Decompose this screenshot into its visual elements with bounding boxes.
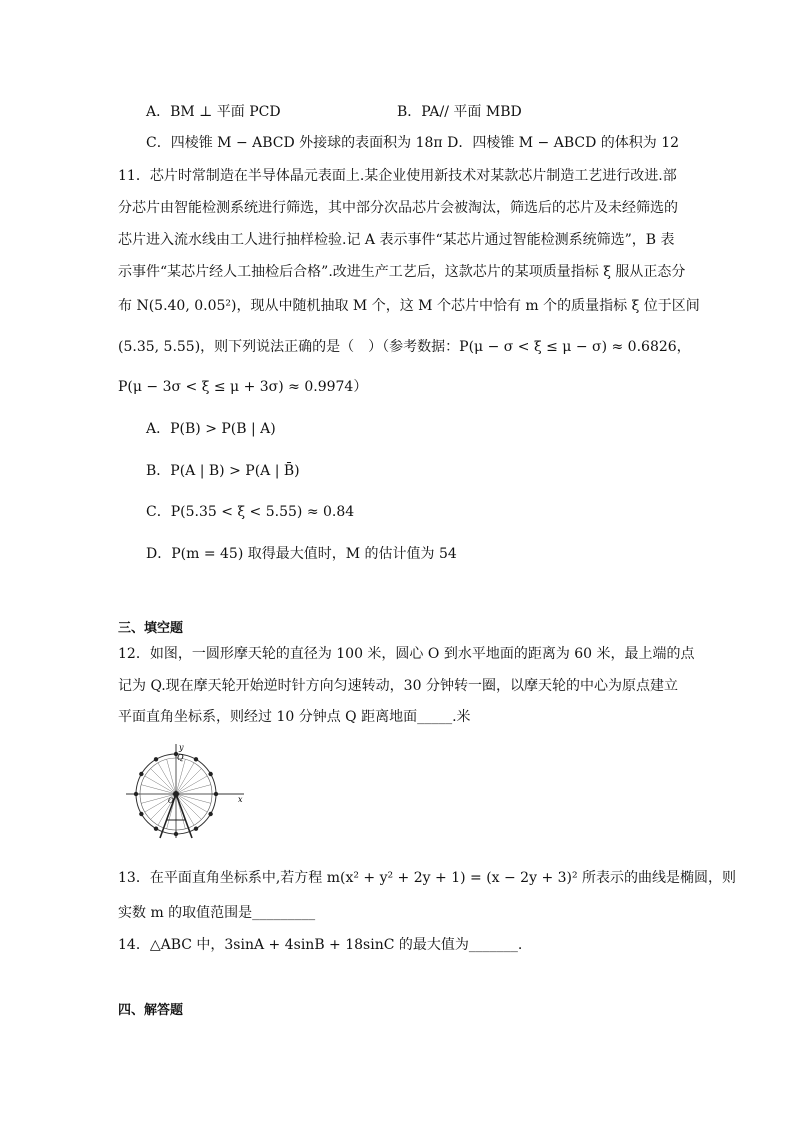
wheel-cabin: [139, 812, 143, 816]
wheel-cabin: [214, 792, 218, 796]
wheel-spoke: [141, 785, 176, 794]
section-heading-fill-in: 三、填空题: [118, 621, 184, 636]
wheel-cabin: [194, 826, 198, 830]
q12-line-2: 记为 Q.现在摩天轮开始逆时针方向匀速转动，30 分钟转一圈，以摩天轮的中心为原点建立: [118, 678, 678, 694]
wheel-cabin: [139, 772, 143, 776]
wheel-cabin: [154, 757, 158, 761]
wheel-cabin: [208, 772, 212, 776]
q11-line-7: P(μ − 3σ < ξ ≤ μ + 3σ) ≈ 0.9974）: [118, 379, 368, 395]
figure-y-label: y: [179, 743, 184, 752]
wheel-cabin: [208, 812, 212, 816]
q11-option-c: C．P(5.35 < ξ < 5.55) ≈ 0.84: [146, 504, 355, 520]
q10-option-a: A．BM ⊥ 平面 PCD: [146, 104, 281, 120]
wheel-spoke: [176, 759, 185, 794]
q11-option-d: D．P(m = 45) 取得最大值时，M 的估计值为 54: [146, 546, 457, 562]
figure-q-label: Q: [177, 753, 184, 762]
q12-line-1: 12．如图，一圆形摩天轮的直径为 100 米，圆心 O 到水平地面的距离为 60 米，最上端的点: [118, 646, 695, 662]
q11-line-4: 示事件“某芯片经人工抽检后合格”.改进生产工艺后，这款芯片的某项质量指标 ξ 服从正态分: [118, 264, 686, 280]
q11-line-6: (5.35, 5.55)，则下列说法正确的是（ ）（参考数据：P(μ − σ < ξ ≤ μ − σ) ≈ 0.6826，: [118, 339, 691, 355]
q11-option-a: A．P(B) > P(B | A): [146, 421, 276, 437]
wheel-cabin: [194, 757, 198, 761]
q12-line-3: 平面直角坐标系，则经过 10 分钟点 Q 距离地面_____.米: [118, 709, 471, 725]
figure-x-label: x: [238, 795, 243, 804]
q13-line-2: 实数 m 的取值范围是_________: [118, 905, 316, 921]
q13-line-1: 13．在平面直角坐标系中,若方程 m(x² + y² + 2y + 1) = (x − 2y + 3)² 所表示的曲线是椭圆，则: [118, 870, 737, 886]
wheel-spoke: [167, 759, 176, 794]
q11-line-2: 分芯片由智能检测系统进行筛选，其中部分次品芯片会被淘汰，筛选后的芯片及未经筛选的: [118, 200, 678, 216]
q10-option-b: B．PA// 平面 MBD: [397, 104, 522, 120]
wheel-cabin: [174, 832, 178, 836]
section-heading-solutions: 四、解答题: [118, 1003, 184, 1018]
figure-o-label: O: [168, 797, 174, 805]
q11-line-3: 芯片进入流水线由工人进行抽样检验.记 A 表示事件“某芯片通过智能检测系统筛选”，B 表: [118, 232, 675, 248]
wheel-cabin: [134, 792, 138, 796]
wheel-spoke: [176, 794, 211, 803]
q14: 14．△ABC 中，3sinA + 4sinB + 18sinC 的最大值为_______.: [118, 937, 523, 953]
q10-options-c-d: C．四棱锥 M − ABCD 外接球的表面积为 18π D．四棱锥 M − ABCD 的体积为 12: [146, 135, 680, 151]
q11-line-5: 布 N(5.40, 0.05²)，现从中随机抽取 M 个，这 M 个芯片中恰有 m 个的质量指标 ξ 位于区间: [118, 298, 700, 314]
q11-line-1: 11．芯片时常制造在半导体晶元表面上.某企业使用新技术对某款芯片制造工艺进行改进.部: [118, 168, 677, 184]
wheel-spoke: [176, 785, 211, 794]
wheel-cabin: [154, 826, 158, 830]
ferris-wheel-figure: [122, 740, 248, 840]
q11-option-b: B．P(A | B) > P(A | B̄): [146, 463, 300, 479]
